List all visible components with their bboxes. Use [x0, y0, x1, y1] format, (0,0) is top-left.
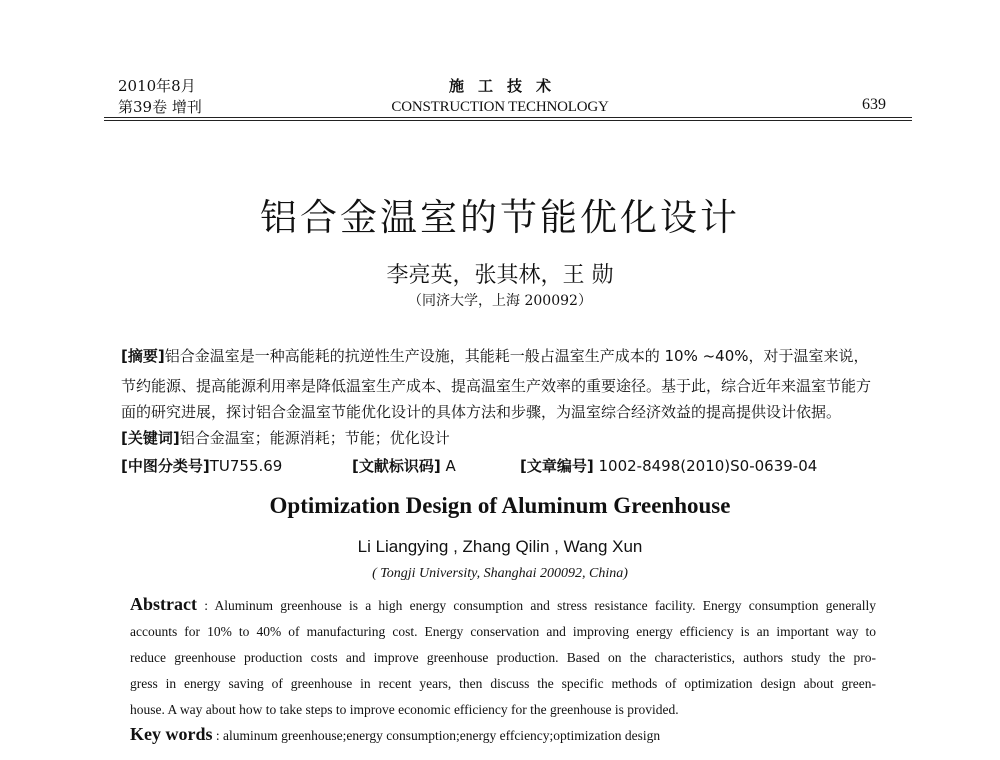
- keywords-cn: [121, 427, 891, 449]
- paper-title-cn: 铝合金温室的节能优化设计: [260, 196, 740, 239]
- abstract-cn-line-1: [121, 345, 891, 367]
- abstract-en-line-3: reduce greenhouse production costs and improve greenhouse production. Based on the characteristics, authors study the pro-: [130, 650, 876, 665]
- keywords-cn-label: [关键词]: [121, 429, 180, 447]
- abstract-en-line-2: accounts for 10% to 40% of manufacturing cost. Energy conservation and improving energy efficiency is an important way to: [130, 624, 876, 639]
- article-no-label: [文章编号]: [520, 457, 594, 475]
- page-number: 639: [862, 96, 886, 113]
- authors-en: Li Liangying , Zhang Qilin , Wang Xun: [357, 537, 643, 556]
- keywords-en-label: Key words: [130, 724, 213, 744]
- journal-name-cn: 施工技术: [448, 77, 565, 95]
- volume-issue: 第39卷 增刊: [118, 98, 202, 116]
- abstract-cn-text: 铝合金温室是一种高能耗的抗逆性生产设施，其能耗一般占温室生产成本的 10% ~40%，对于温室来说，: [164, 347, 869, 365]
- abstract-en-line-4: gress in energy saving of greenhouse in recent years, then discuss the specific methods of optimization design about green-: [130, 676, 876, 691]
- clc-label: [中图分类号]: [121, 457, 210, 475]
- abstract-en-line-5: house. A way about how to take steps to improve economic efficiency for the greenhouse is provided.: [130, 702, 679, 717]
- affiliation-cn: （同济大学，上海 200092）: [408, 293, 592, 309]
- issue-date: 2010年8月: [118, 77, 196, 95]
- abstract-cn-label: [摘要]: [121, 347, 165, 365]
- affiliation-en: ( Tongji University, Shanghai 200092, China): [372, 566, 628, 581]
- keywords-en: Key words : aluminum greenhouse;energy consumption;energy effciency;optimization design: [130, 724, 661, 744]
- header-rule-thin: [104, 120, 912, 121]
- running-header-left: [118, 76, 202, 118]
- keywords-cn-text: 铝合金温室；能源消耗；节能；优化设计: [179, 429, 450, 447]
- authors-cn: 李亮英，张其林，王 勋: [386, 263, 614, 288]
- doc-code-value: A: [445, 457, 456, 475]
- clc-value: TU755.69: [209, 457, 283, 475]
- document-code: [352, 455, 456, 476]
- abstract-en-text: Aluminum greenhouse is a high energy consumption and stress resistance facility. Energy consumption generally: [214, 598, 876, 613]
- running-header-center: [390, 76, 610, 118]
- doc-code-label: [文献标识码]: [352, 457, 441, 475]
- article-number: [520, 455, 817, 476]
- abstract-cn-line-3: 面的研究进展，探讨铝合金温室节能优化设计的具体方法和步骤，为温室综合经济效益的提高提供设计依据。: [121, 403, 842, 421]
- clc-number: [121, 455, 282, 476]
- abstract-en-line-1: Abstract : Aluminum greenhouse is a high energy consumption and stress resistance facility. Energy consumption generally: [130, 594, 876, 614]
- abstract-cn-line-2: 节约能源、提高能源利用率是降低温室生产成本、提高温室生产效率的重要途径。基于此，综合近年来温室节能方: [121, 377, 872, 395]
- header-rule-thick: [104, 117, 912, 118]
- paper-title-en: Optimization Design of Aluminum Greenhouse: [269, 493, 731, 518]
- journal-name-en: CONSTRUCTION TECHNOLOGY: [391, 99, 609, 115]
- abstract-en-label: Abstract: [130, 594, 197, 614]
- keywords-en-text: aluminum greenhouse;energy consumption;energy effciency;optimization design: [223, 728, 661, 743]
- article-no-value: 1002-8498(2010)S0-0639-04: [598, 457, 818, 475]
